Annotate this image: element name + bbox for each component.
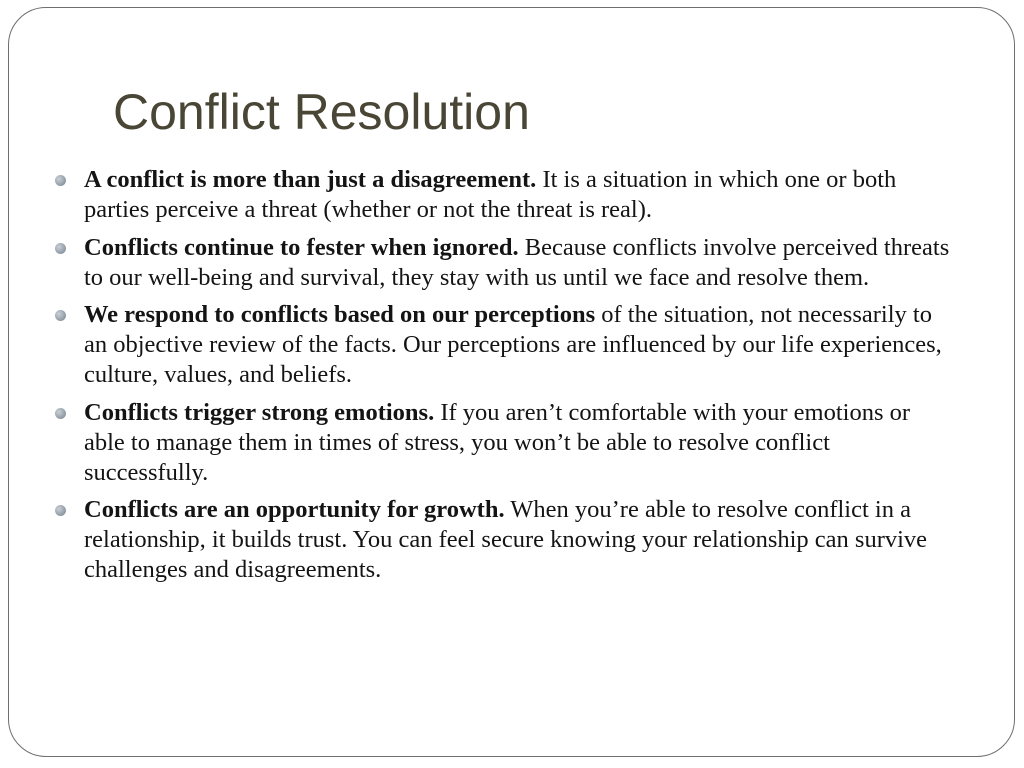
- bullet-text: of the situation, not necessarily to an objective review of the facts. Our perceptions are influenced by our life experiences, culture, values, and beliefs.: [84, 301, 942, 388]
- bullet-lead: A conflict is more than just a disagreement.: [84, 166, 537, 193]
- bullet-item: [0, 495, 954, 585]
- bullet-text: Because conflicts involve perceived threats to our well-being and survival, they stay with us until we face and resolve them.: [84, 233, 950, 291]
- bullet-item: [0, 233, 954, 293]
- bullet-lead: Conflicts are an opportunity for growth.: [84, 496, 505, 523]
- bullet-text: If you aren’t comfortable with your emotions or able to manage them in times of stress, you won’t be able to resolve conflict successfully.: [84, 398, 911, 486]
- bullet-dot-icon: [55, 310, 66, 321]
- bullet-item: [0, 300, 954, 390]
- bullet-dot-icon: [55, 408, 66, 419]
- bullet-lead: We respond to conflicts based on our perceptions: [84, 301, 596, 328]
- slide-title: Conflict Resolution: [113, 84, 530, 140]
- bullet-item: [0, 398, 954, 488]
- bullet-item: [0, 165, 954, 225]
- bullet-lead: Conflicts trigger strong emotions.: [84, 398, 435, 426]
- bullet-text: When you’re able to resolve conflict in a relationship, it builds trust. You can feel secure knowing your relationship can survive challenges and disagreements.: [84, 496, 928, 583]
- bullet-lead: Conflicts continue to fester when ignored.: [84, 233, 519, 261]
- bullet-dot-icon: [55, 175, 66, 186]
- bullet-dot-icon: [55, 243, 66, 254]
- bullet-list: [0, 165, 1024, 593]
- bullet-dot-icon: [55, 505, 66, 516]
- bullet-text: It is a situation in which one or both parties perceive a threat (whether or not the threat is real).: [84, 166, 897, 223]
